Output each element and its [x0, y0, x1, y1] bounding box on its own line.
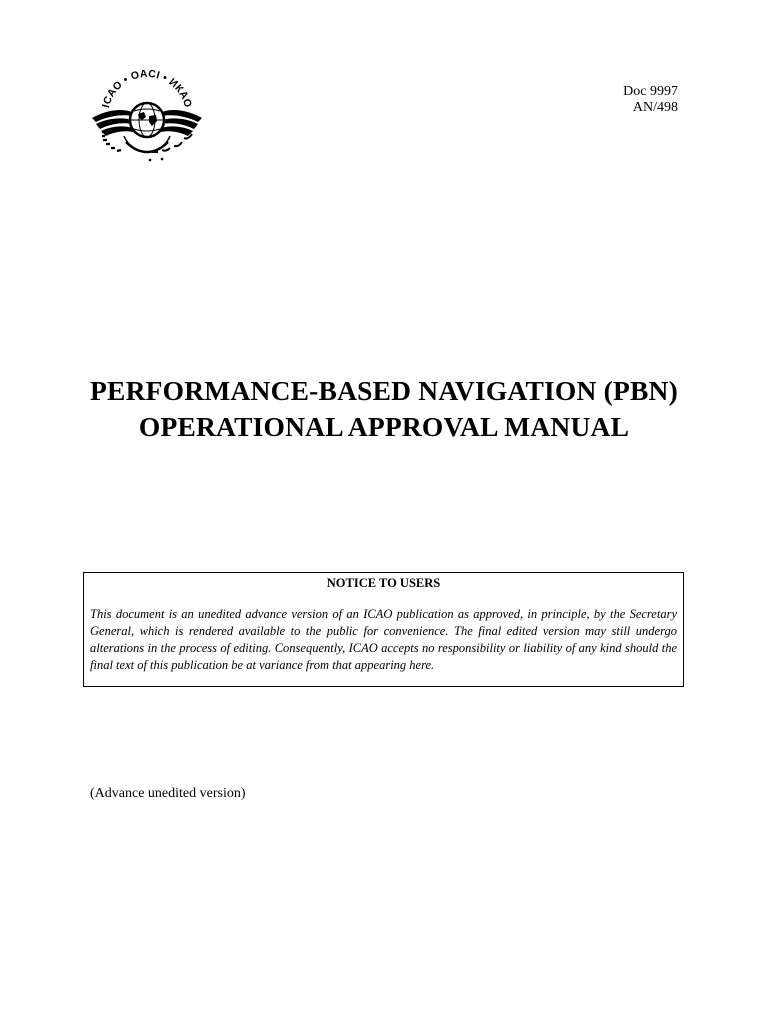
version-note: (Advance unedited version)	[90, 786, 246, 801]
document-reference	[623, 84, 678, 116]
doc-number: Doc 9997	[623, 84, 678, 99]
document-title	[40, 373, 728, 445]
title-line-2: OPERATIONAL APPROVAL MANUAL	[138, 411, 630, 442]
notice-body: This document is an unedited advance version of an ICAO publication as approved, in principle, by the Secretary General, which is rendered available to the public for convenience. The final edited version may still undergo alterations in the process of editing. Consequently, ICAO accepts no responsibility or liability of any kind should the final text of this publication be at variance from that appearing here.	[90, 607, 677, 672]
notice-heading: NOTICE TO USERS	[326, 576, 441, 590]
emblem-arc-text: ICAO • OACI • ИКАО	[100, 67, 195, 110]
icao-emblem-graphic	[88, 60, 206, 168]
an-number: AN/498	[632, 100, 678, 115]
title-line-1: PERFORMANCE-BASED NAVIGATION (PBN)	[90, 375, 678, 406]
icao-emblem	[88, 60, 206, 168]
notice-box	[83, 572, 684, 687]
